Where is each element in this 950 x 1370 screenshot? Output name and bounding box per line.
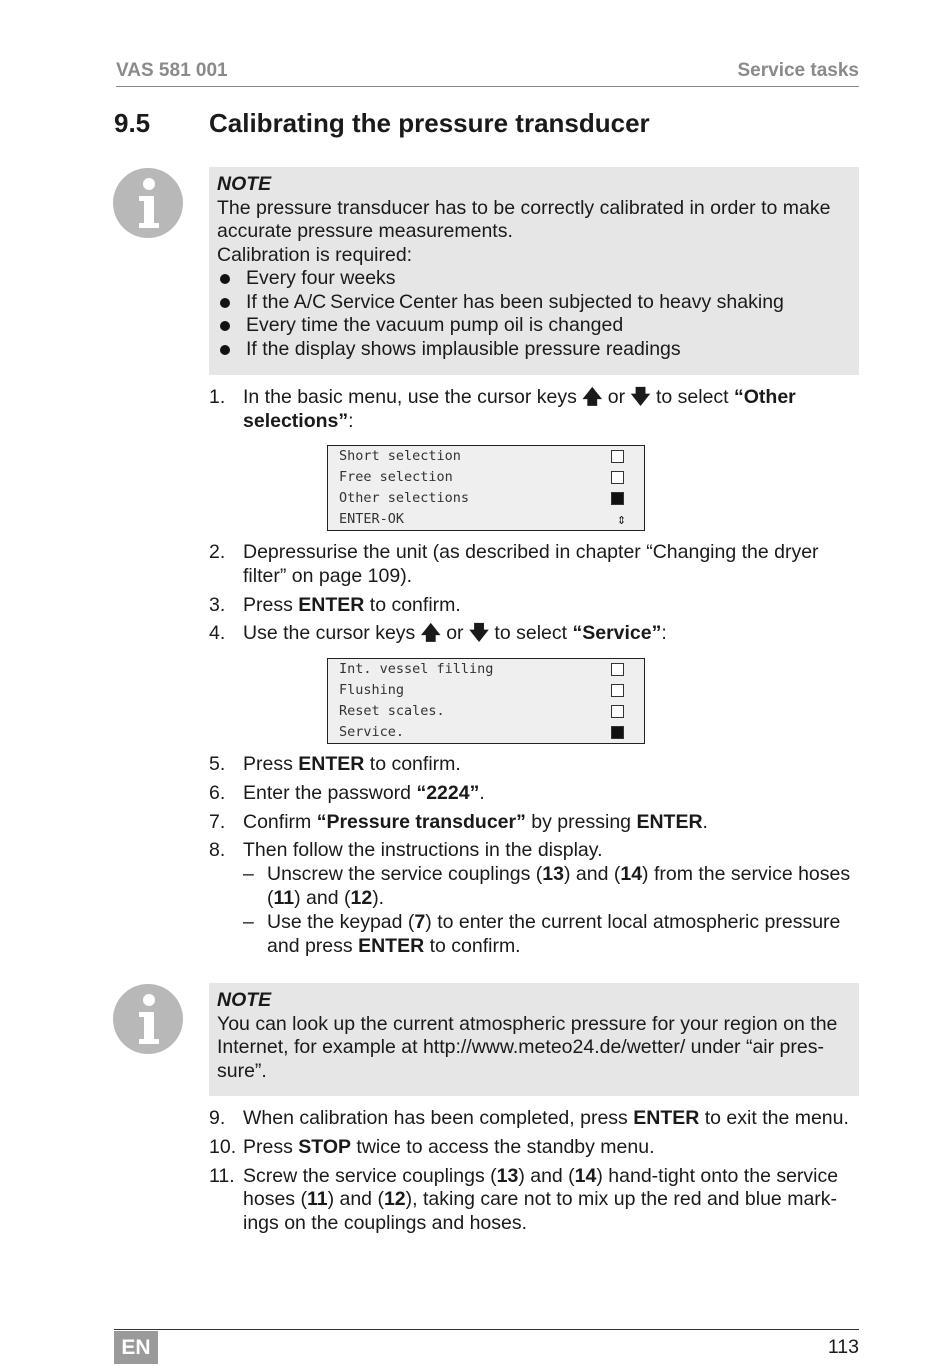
menu-option-name: “Other selections” [243, 386, 796, 432]
step-item [209, 541, 859, 589]
lcd-row [339, 701, 628, 722]
language-badge: EN [114, 1331, 158, 1364]
step-text: Press [243, 593, 299, 616]
step-text: Confirm [243, 810, 317, 833]
step-text: by pressing [525, 810, 637, 833]
lcd-text: Short selection [339, 448, 461, 464]
part-number: 13 [542, 863, 564, 886]
key-name: ENTER [633, 1107, 700, 1129]
section-title [114, 108, 650, 139]
lcd-text: Reset scales. [339, 703, 445, 719]
arrow-down-icon: 🡇 [468, 622, 490, 645]
step-text: or [602, 386, 631, 408]
step-number: 6. [209, 781, 226, 804]
section-number: 9.5 [114, 108, 151, 138]
step-item [209, 1136, 859, 1160]
step-text: When calibration has been completed, press [243, 1107, 634, 1129]
step-text: twice to access the standby menu. [351, 1135, 655, 1158]
step-text: . [702, 810, 708, 833]
checkbox-empty-icon [611, 684, 624, 697]
step-text: : [661, 622, 667, 645]
checkbox-empty-icon [611, 663, 624, 676]
step-text: Depressurise the unit (as described in chapter “Changing the dryer filter” on page 109). [243, 541, 819, 587]
lcd-text: Other selections [339, 490, 470, 506]
list-item: If the A/C Service Center has been subjected to heavy shaking [217, 291, 849, 315]
lcd-row [339, 467, 628, 488]
running-header [116, 60, 859, 87]
step-text: ) hand-tight onto the service hoses ( [243, 1164, 839, 1211]
checkbox-filled-icon [611, 492, 624, 505]
part-number: 7 [414, 910, 426, 933]
step-item [209, 811, 859, 835]
step-number: 11. [209, 1164, 235, 1187]
step-text: In the basic menu, use the cursor keys [243, 386, 583, 408]
section-heading: Calibrating the pressure transducer [209, 108, 650, 138]
list-item: Every time the vacuum pump oil is changed [217, 314, 849, 338]
menu-option-name: “Pressure transducer” [316, 810, 526, 833]
step-list [209, 1107, 859, 1241]
note-label: NOTE [217, 989, 272, 1011]
step-text: to select [650, 386, 735, 408]
key-name: ENTER [298, 753, 365, 775]
step-text: ) from the service hoses ( [267, 863, 851, 909]
step-text: Enter the password [243, 781, 417, 804]
step-text: . [479, 781, 485, 804]
lcd-display-menu [327, 658, 645, 744]
lcd-display-menu [327, 445, 645, 531]
step-number: 4. [209, 622, 226, 645]
up-down-arrow-icon: ⇕ [616, 510, 626, 528]
checkbox-empty-icon [611, 471, 624, 484]
lcd-text: Free selection [339, 469, 453, 485]
note-box [209, 167, 859, 375]
part-number: 14 [620, 863, 643, 886]
sub-step-list [243, 863, 859, 958]
lcd-row [339, 659, 628, 680]
step-text: or [440, 622, 469, 645]
step-text: Unscrew the service couplings ( [267, 863, 543, 886]
step-item [209, 753, 859, 777]
sub-step-item [243, 863, 859, 911]
step-number: 7. [209, 810, 226, 833]
step-item [209, 386, 859, 434]
step-text: ) and ( [518, 1164, 575, 1187]
step-text: ) to enter the current local atmospheric pressure and press [267, 910, 841, 957]
lcd-text: ENTER-OK [339, 511, 405, 527]
note-label: NOTE [217, 173, 272, 195]
step-list [209, 541, 859, 651]
lcd-text: Int. vessel filling [339, 661, 494, 677]
step-text: ) and ( [294, 886, 351, 909]
step-number: 8. [209, 839, 226, 862]
step-text: Then follow the instructions in the display. [243, 839, 603, 862]
part-number: 12 [383, 1188, 406, 1211]
menu-option-name: “Service” [572, 622, 662, 645]
note-text: You can look up the current atmospheric pressure for your region on the Internet, for example at http://www.meteo24.de/wetter/ under “air pres-sure”. [217, 1012, 838, 1082]
step-text: to exit the menu. [699, 1107, 849, 1129]
step-text: ) and ( [563, 863, 621, 886]
step-item [209, 782, 859, 806]
list-item: If the display shows implausible pressure readings [217, 338, 849, 362]
lcd-row [339, 446, 628, 467]
part-number: 14 [574, 1164, 597, 1187]
step-text: Press [243, 1135, 299, 1158]
lcd-row [339, 680, 628, 701]
step-item [209, 839, 859, 958]
part-number: 11 [273, 886, 295, 909]
step-text: to select [489, 622, 573, 645]
note-text: Calibration is required: [217, 243, 413, 266]
note-text: The pressure transducer has to be correctly calibrated in order to make accurate pressure measurements. [217, 196, 831, 242]
lcd-text: Service. [339, 724, 405, 740]
step-text: to confirm. [424, 934, 521, 957]
footer-rule [114, 1329, 859, 1330]
info-icon [112, 167, 184, 239]
info-icon [112, 983, 184, 1055]
step-text: to confirm. [364, 753, 461, 775]
step-text: Use the keypad ( [267, 910, 415, 933]
step-number: 10. [209, 1135, 237, 1158]
step-text: ), taking care not to mix up the red and blue mark-ings on the couplings and hoses. [243, 1188, 838, 1235]
step-list [209, 386, 859, 439]
password-value: “2224” [416, 781, 480, 804]
step-text: ). [372, 886, 385, 909]
checkbox-empty-icon [611, 450, 624, 463]
step-text: Use the cursor keys [243, 622, 421, 645]
key-name: ENTER [298, 593, 365, 616]
chapter-name: Service tasks [737, 60, 859, 81]
step-text: Press [243, 753, 299, 775]
step-text: Screw the service couplings ( [243, 1164, 497, 1187]
step-text: ) and ( [327, 1188, 384, 1211]
part-number: 13 [496, 1164, 519, 1187]
checkbox-empty-icon [611, 705, 624, 718]
key-name: ENTER [358, 934, 425, 957]
step-item [209, 1107, 859, 1131]
note-box [209, 983, 859, 1096]
lcd-row [339, 722, 628, 743]
doc-code: VAS 581 001 [116, 60, 228, 81]
lcd-text: Flushing [339, 682, 405, 698]
step-number: 2. [209, 541, 226, 563]
checkbox-filled-icon [611, 726, 624, 739]
step-item [209, 622, 859, 646]
list-item: Every four weeks [217, 267, 849, 291]
step-text: to confirm. [364, 593, 461, 616]
lcd-row [339, 488, 628, 509]
key-name: STOP [298, 1135, 352, 1158]
step-text: : [348, 409, 354, 432]
arrow-down-icon: 🡇 [630, 386, 651, 408]
step-number: 1. [209, 386, 226, 408]
step-item [209, 594, 859, 618]
step-list [209, 753, 859, 963]
part-number: 12 [350, 886, 373, 909]
sub-step-item [243, 911, 859, 959]
step-item [209, 1165, 859, 1236]
bullet-list [217, 267, 849, 361]
key-name: ENTER [636, 810, 703, 833]
step-number: 5. [209, 753, 226, 775]
arrow-up-icon: 🡅 [420, 622, 441, 645]
lcd-row [339, 509, 628, 530]
page-number: 113 [827, 1336, 859, 1358]
arrow-up-icon: 🡅 [582, 386, 603, 408]
step-number: 9. [209, 1107, 226, 1129]
step-number: 3. [209, 593, 226, 616]
part-number: 11 [306, 1188, 328, 1211]
